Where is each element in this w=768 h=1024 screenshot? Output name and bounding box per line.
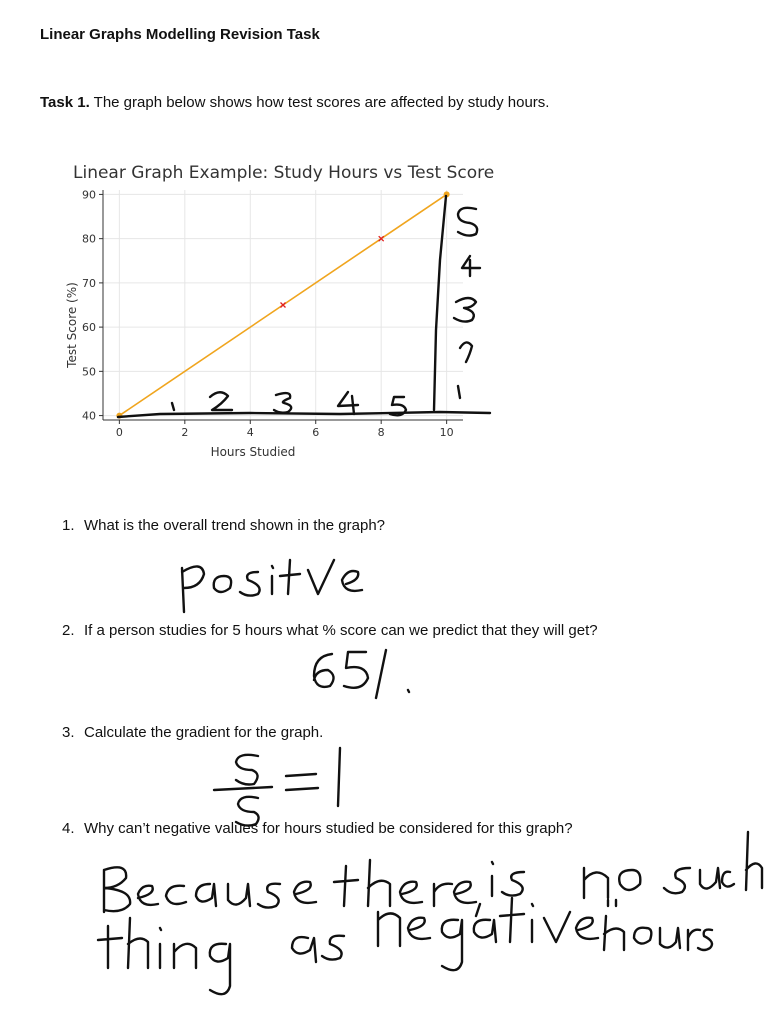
question-1-text: What is the overall trend shown in the graph? (84, 517, 386, 534)
answer-1-handwriting (182, 560, 362, 612)
question-4-text: Why can’t negative values for hours studied be considered for this graph? (84, 820, 573, 837)
x-tick-label: 6 (312, 426, 320, 439)
x-tick-label: 8 (377, 426, 385, 439)
y-tick-label: 80 (82, 232, 96, 246)
y-axis-label: Test Score (%) (65, 282, 79, 368)
y-tick-label: 60 (82, 321, 96, 335)
question-2-number: 2. (62, 622, 75, 639)
answer-2-handwriting (314, 650, 409, 698)
question-3-number: 3. (62, 724, 75, 741)
question-4-number: 4. (62, 820, 75, 837)
question-2-text: If a person studies for 5 hours what % score can we predict that they will get? (84, 622, 598, 639)
question-3-text: Calculate the gradient for the graph. (84, 724, 324, 741)
x-tick-label: 2 (181, 426, 189, 439)
task-text: The graph below shows how test scores are affected by study hours. (89, 94, 550, 111)
answer-3-handwriting (214, 748, 340, 826)
task-label: Task 1. (40, 94, 90, 111)
document-title: Linear Graphs Modelling Revision Task (40, 26, 320, 43)
x-tick-label: 4 (246, 426, 254, 439)
x-axis-label: Hours Studied (210, 445, 296, 459)
y-tick-label: 90 (82, 188, 96, 202)
question-1-number: 1. (62, 517, 75, 534)
chart-title: Linear Graph Example: Study Hours vs Test Score (73, 163, 495, 183)
y-tick-label: 70 (82, 276, 96, 290)
x-tick-label: 10 (439, 426, 454, 439)
answer-4-handwriting (98, 832, 762, 994)
y-tick-label: 40 (82, 409, 96, 423)
x-tick-label: 0 (115, 426, 123, 439)
y-tick-label: 50 (82, 365, 96, 379)
